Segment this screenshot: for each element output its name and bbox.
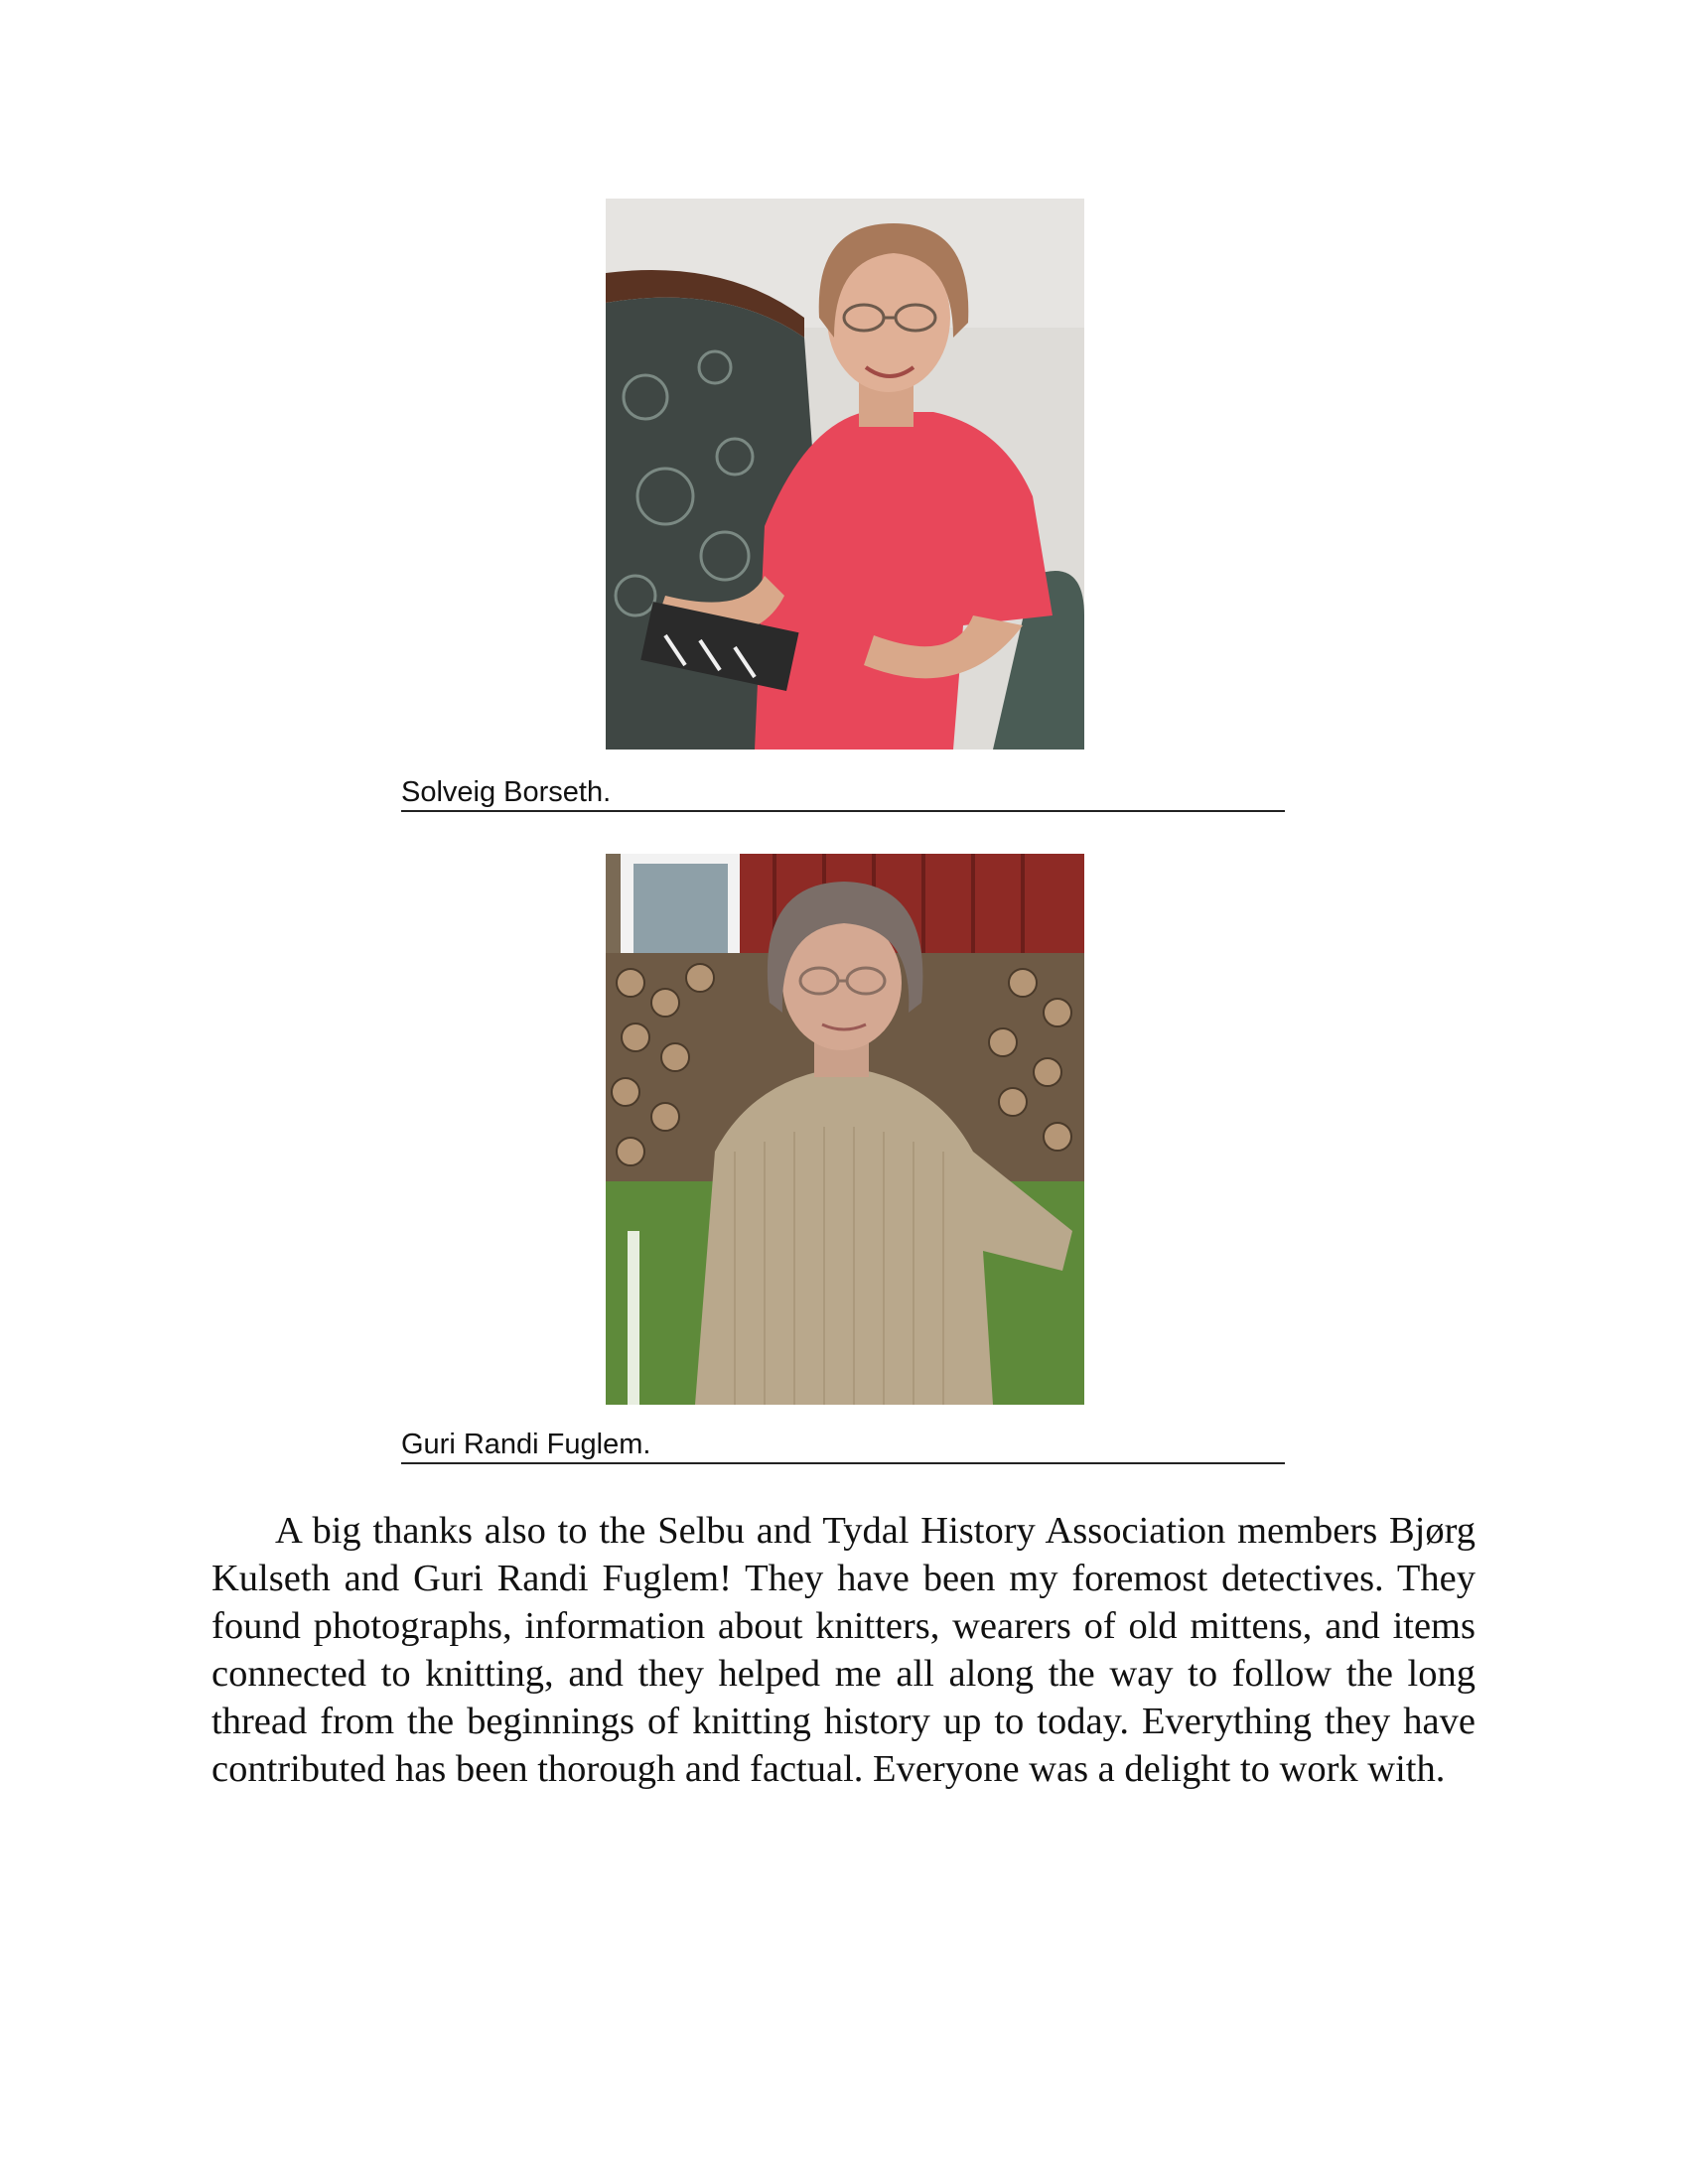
caption-guri-randi-fuglem: Guri Randi Fuglem. [401,1428,1285,1464]
caption-solveig-borseth: Solveig Borseth. [401,775,1285,812]
photo-guri-randi-fuglem [606,854,1084,1405]
acknowledgement-paragraph: A big thanks also to the Selbu and Tydal History Association members Bjørg Kulseth and Guri Randi Fuglem! They have been my foremost detectives. They found photographs, information about knitters, wearers of old mittens, and items connected to knitting, and they helped me all along the way to follow the long thread from the beginnings of knitting history up to today. Everything they have contributed has been thorough and factual. Everyone was a delight to work with. [211,1510,1476,1790]
photo-solveig-borseth [606,199,1084,750]
